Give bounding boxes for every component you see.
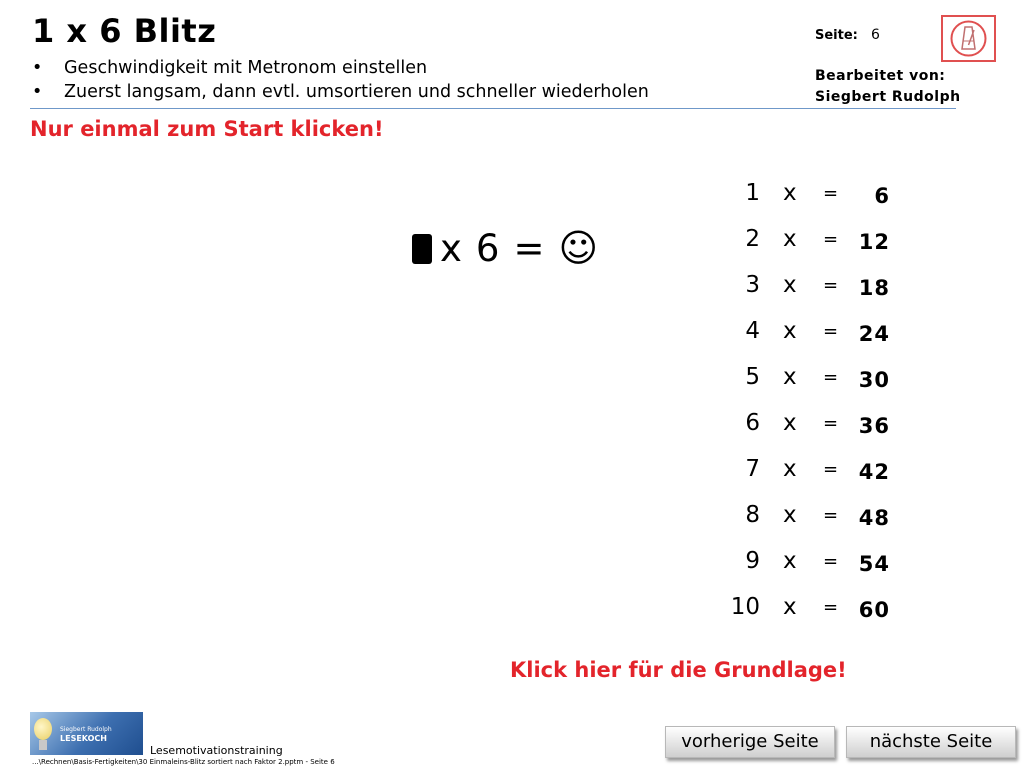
page-title: 1 x 6 Blitz (32, 12, 217, 50)
row-result: 54 (858, 552, 890, 576)
instruction-list (32, 56, 649, 104)
row-result: 48 (858, 506, 890, 530)
table-row (720, 456, 900, 496)
row-result: 36 (858, 414, 890, 438)
equation-factor: 6 (475, 226, 500, 270)
row-result: 6 (874, 184, 890, 208)
table-row (720, 272, 900, 312)
row-number: 5 (745, 364, 760, 390)
smiley-icon: ☺ (558, 226, 599, 270)
next-page-button[interactable]: nächste Seite (846, 726, 1016, 758)
table-row (720, 180, 900, 220)
row-number: 1 (745, 180, 760, 206)
table-row (720, 594, 900, 634)
equation-equals: = (513, 226, 545, 270)
logo-author: Siegbert Rudolph (60, 726, 112, 733)
lightbulb-icon (34, 718, 52, 740)
header-divider (30, 108, 956, 109)
row-result: 60 (858, 598, 890, 622)
page-label: Seite: (815, 28, 858, 43)
equation-times: x (440, 226, 462, 270)
instruction-item: • Zuerst langsam, dann evtl. umsortieren und schneller wiederholen (32, 80, 649, 104)
row-equals: = (823, 505, 839, 526)
row-number: 9 (745, 548, 760, 574)
row-number: 4 (745, 318, 760, 344)
row-times: x (783, 180, 797, 206)
row-times: x (783, 272, 797, 298)
row-times: x (783, 226, 797, 252)
previous-page-button[interactable]: vorherige Seite (665, 726, 835, 758)
row-equals: = (823, 275, 839, 296)
row-times: x (783, 456, 797, 482)
table-row (720, 318, 900, 358)
file-path: ...\Rechnen\Basis-Fertigkeiten\30 Einmaleins-Blitz sortiert nach Faktor 2.pptm - Seite 6 (32, 758, 335, 766)
row-times: x (783, 410, 797, 436)
brand-label: Lesemotivationstraining (150, 744, 283, 757)
lesekoch-logo (30, 712, 143, 755)
row-times: x (783, 594, 797, 620)
start-link[interactable]: Nur einmal zum Start klicken! (30, 117, 384, 141)
page-number: 6 (871, 27, 880, 43)
grundlage-link[interactable]: Klick hier für die Grundlage! (510, 658, 847, 682)
hidden-number-card (412, 234, 432, 264)
row-equals: = (823, 183, 839, 204)
table-row (720, 226, 900, 266)
table-row (720, 502, 900, 542)
lightbulb-base (39, 740, 47, 750)
author-label: Bearbeitet von: (815, 68, 946, 84)
row-equals: = (823, 551, 839, 572)
row-equals: = (823, 321, 839, 342)
metronome-button[interactable] (941, 15, 996, 62)
row-result: 24 (858, 322, 890, 346)
row-number: 10 (730, 594, 760, 620)
metronome-icon (943, 17, 994, 60)
row-times: x (783, 364, 797, 390)
row-times: x (783, 318, 797, 344)
row-equals: = (823, 229, 839, 250)
row-number: 6 (745, 410, 760, 436)
row-number: 8 (745, 502, 760, 528)
table-row (720, 548, 900, 588)
row-equals: = (823, 597, 839, 618)
row-result: 30 (858, 368, 890, 392)
row-result: 42 (858, 460, 890, 484)
logo-brand: LESEKOCH (60, 734, 107, 743)
row-times: x (783, 548, 797, 574)
row-equals: = (823, 459, 839, 480)
row-equals: = (823, 413, 839, 434)
row-number: 3 (745, 272, 760, 298)
instruction-item: • Geschwindigkeit mit Metronom einstellen (32, 56, 649, 80)
row-number: 2 (745, 226, 760, 252)
author-info (815, 66, 961, 108)
row-equals: = (823, 367, 839, 388)
row-number: 7 (745, 456, 760, 482)
table-row (720, 364, 900, 404)
table-row (720, 410, 900, 450)
row-result: 12 (858, 230, 890, 254)
row-times: x (783, 502, 797, 528)
current-equation (412, 226, 598, 270)
author-name: Siegbert Rudolph (815, 89, 961, 105)
row-result: 18 (858, 276, 890, 300)
